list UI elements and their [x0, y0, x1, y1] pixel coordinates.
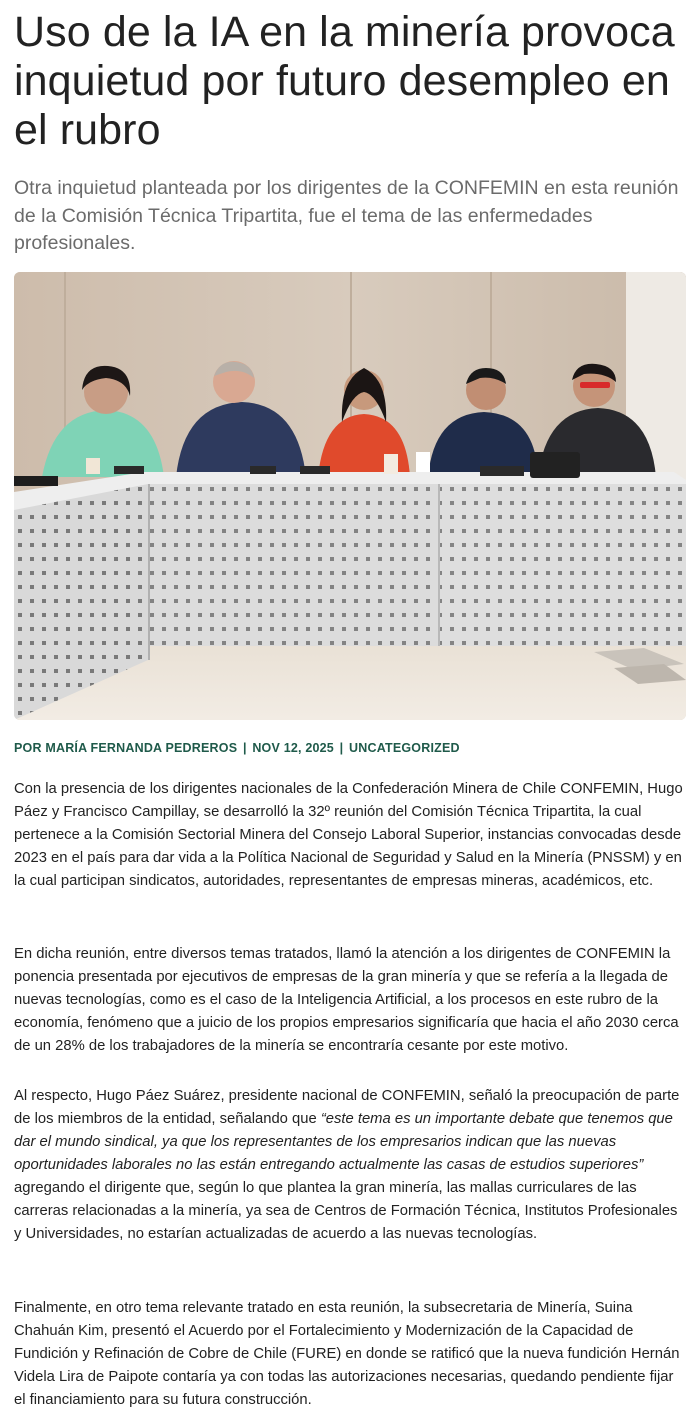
- meta-separator: |: [339, 741, 344, 755]
- featured-image: [14, 272, 686, 720]
- paragraph: Finalmente, en otro tema relevante tratado en esta reunión, la subsecretaria de Minería, Suina Chahuán Kim, presentó el Acuerdo por el Fortalecimiento y Modernización de la Capacidad de Fundición y Refinación de Cobre de Chile (FURE) en donde se ratificó que la nueva fundición Hernán Videla Lira de Paipote contaría ya con todas las autorizaciones necesarias, quedando pendiente fijar el financiamiento para su futura construcción.: [14, 1300, 680, 1408]
- paragraph-outro: agregando el dirigente que, según lo que plantea la gran minería, las mallas curriculares de las carreras relacionadas a la minería, ya sea de Centros de Formación Técnica, Institutos Profesionales y Universidades, no estarían actualizadas de acuerdo a las nuevas tecnologías.: [14, 1180, 678, 1242]
- author-link[interactable]: POR MARÍA FERNANDA PEDREROS: [14, 741, 238, 755]
- article-title: Uso de la IA en la minería provoca inquietud por futuro desempleo en el rubro: [14, 8, 675, 154]
- paragraph: Con la presencia de los dirigentes nacionales de la Confederación Minera de Chile CONFEMIN, Hugo Páez y Francisco Campillay, se desarrolló la 32º reunión del Comisión Técnica Tripartita, la cual pertenece a la Comisión Sectorial Minera del Consejo Laboral Superior, instancias convocadas desde 2023 en el país para dar vida a la Política Nacional de Seguridad y Salud en la Minería (PNSSM) y en la cual participan sindicatos, autoridades, representantes de empresas mineras, académicos, etc.: [14, 781, 683, 889]
- article-meta: [14, 741, 460, 755]
- meta-separator: |: [242, 741, 247, 755]
- quote: “este tema es un importante debate que tenemos que dar el mundo sindical, ya que los representantes de los empresarios indican que las nuevas oportunidades laborales no las están entregando actualmente las casas de estudios superiores”: [14, 1111, 673, 1173]
- paragraph-with-quote: [14, 1085, 686, 1246]
- article-subtitle: Otra inquietud planteada por los dirigentes de la CONFEMIN en esta reunión de la Comisión Técnica Tripartita, fue el tema de las enfermedades profesionales.: [14, 177, 679, 254]
- category-link[interactable]: UNCATEGORIZED: [349, 741, 460, 755]
- paragraph: En dicha reunión, entre diversos temas tratados, llamó la atención a los dirigentes de CONFEMIN la ponencia presentada por ejecutivos de empresas de la gran minería y que se refería a la llegada de nuevas tecnologías, como es el caso de la Inteligencia Artificial, a los procesos en este rubro de la economía, fenómeno que a juicio de los propios empresarios significaría que hacia el año 2030 cerca de un 28% de los trabajadores de la minería se encontraría cesante por este motivo.: [14, 946, 679, 1054]
- post-date: NOV 12, 2025: [252, 741, 334, 755]
- paragraph-intro: Al respecto, Hugo Páez Suárez, presidente nacional de CONFEMIN, señaló la preocupación de parte de los miembros de la entidad, señalando que: [14, 1088, 680, 1127]
